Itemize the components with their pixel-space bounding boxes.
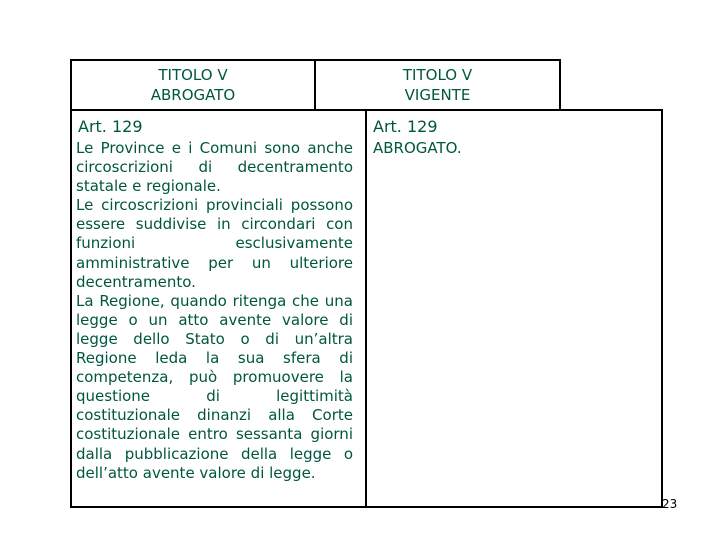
left-paragraph-1: Le Province e i Comuni sono anche circoscrizioni di decentramento statale e regionale. [76,139,353,196]
right-article-text: ABROGATO. [373,139,462,157]
header-titolo-abrogato [70,59,316,111]
left-paragraph-3: La Regione, quando ritenga che una legge o un atto avente valore di legge dello Stato o di un’altra Regione leda la sua sfera di competenza, può promuovere la questione di legittimità costituzionale dinanzi alla Corte costituzionale entro sessanta giorni dalla pubblicazione della legge o dell’atto avente valore di legge. [76,291,353,482]
header-left-line1: TITOLO V [158,66,228,84]
header-left-line2: ABROGATO [150,86,236,104]
left-article-text [76,139,353,483]
left-paragraph-2: Le circoscrizioni provinciali possono essere suddivise in circondari con funzioni esclusivamente amministrative per un ulteriore decentramento. [76,196,353,291]
page-number: 23 [662,497,678,511]
header-titolo-vigente [314,59,561,111]
column-divider [365,111,367,506]
right-article-title: Art. 129 [373,117,438,136]
header-right-line2: VIGENTE [404,86,471,104]
header-right-line1: TITOLO V [402,66,473,84]
left-article-title: Art. 129 [78,117,143,136]
